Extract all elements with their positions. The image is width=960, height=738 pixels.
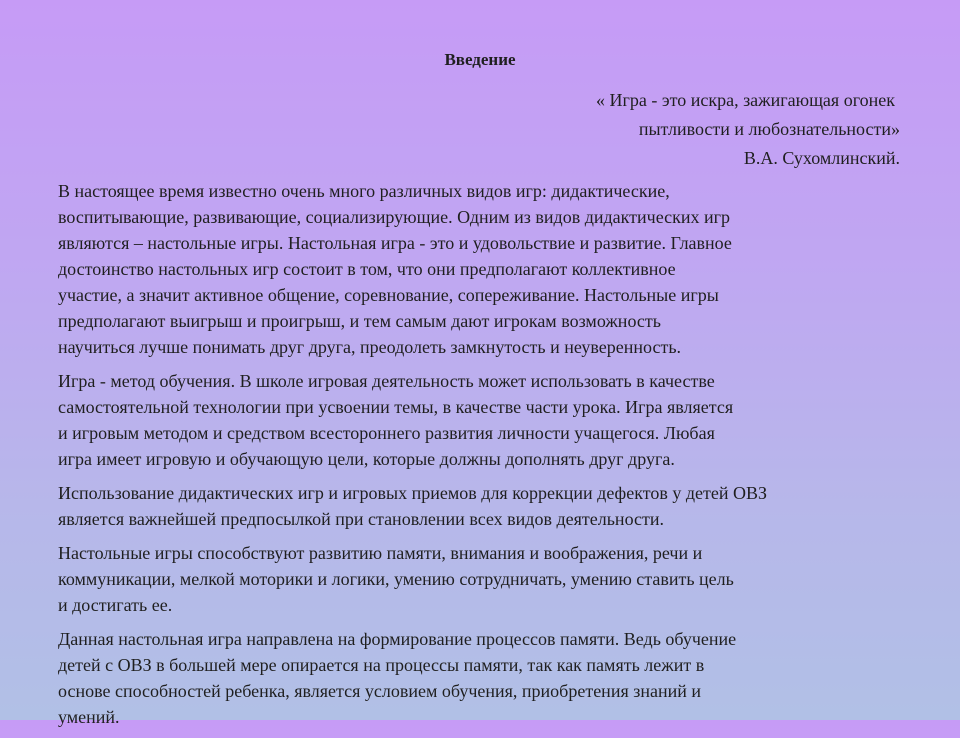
page-title: Введение [444,50,516,69]
text-line: В настоящее время известно очень много различных видов игр: дидактические, [58,181,670,201]
text-line: участие, а значит активное общение, соревнование, сопереживание. Настольные игры [58,285,719,305]
paragraph-1 [58,178,918,360]
text-line: Использование дидактических игр и игровых приемов для коррекции дефектов у детей ОВЗ [58,483,767,503]
epigraph [596,86,900,173]
text-line: детей с ОВЗ в большей мере опирается на процессы памяти, так как память лежит в [58,655,705,675]
text-line: и игровым методом и средством всестороннего развития личности учащегося. Любая [58,423,715,443]
epigraph-line-1: « Игра - это искра, зажигающая огонек [596,90,895,110]
paragraph-2 [58,368,918,472]
text-line: являются – настольные игры. Настольная игра - это и удовольствие и развитие. Главное [58,233,732,253]
text-line: является важнейшей предпосылкой при становлении всех видов деятельности. [58,509,665,529]
paragraph-5 [58,626,918,730]
paragraph-4 [58,540,918,618]
text-line: и достигать ее. [58,595,173,615]
text-line: Настольные игры способствуют развитию памяти, внимания и воображения, речи и [58,543,703,563]
epigraph-line-2: пытливости и любознательности» [638,119,900,139]
text-line: предполагают выигрыш и проигрыш, и тем самым дают игрокам возможность [58,311,661,331]
text-line: научиться лучше понимать друг друга, преодолеть замкнутость и неуверенность. [58,337,682,357]
text-line: Игра - метод обучения. В школе игровая деятельность может использовать в качестве [58,371,715,391]
text-line: основе способностей ребенка, является условием обучения, приобретения знаний и [58,681,701,701]
body-text [58,178,918,738]
text-line: Данная настольная игра направлена на формирование процессов памяти. Ведь обучение [58,629,737,649]
text-line: достоинство настольных игр состоит в том, что они предполагают коллективное [58,259,676,279]
text-line: коммуникации, мелкой моторики и логики, умению сотрудничать, умению ставить цель [58,569,734,589]
text-line: воспитывающие, развивающие, социализирующие. Одним из видов дидактических игр [58,207,731,227]
text-line: игра имеет игровую и обучающую цели, которые должны дополнять друг друга. [58,449,675,469]
text-line: самостоятельной технологии при усвоении темы, в качестве части урока. Игра является [58,397,734,417]
text-line: умений. [58,707,120,727]
paragraph-3 [58,480,918,532]
epigraph-author: В.А. Сухомлинский. [743,148,900,168]
